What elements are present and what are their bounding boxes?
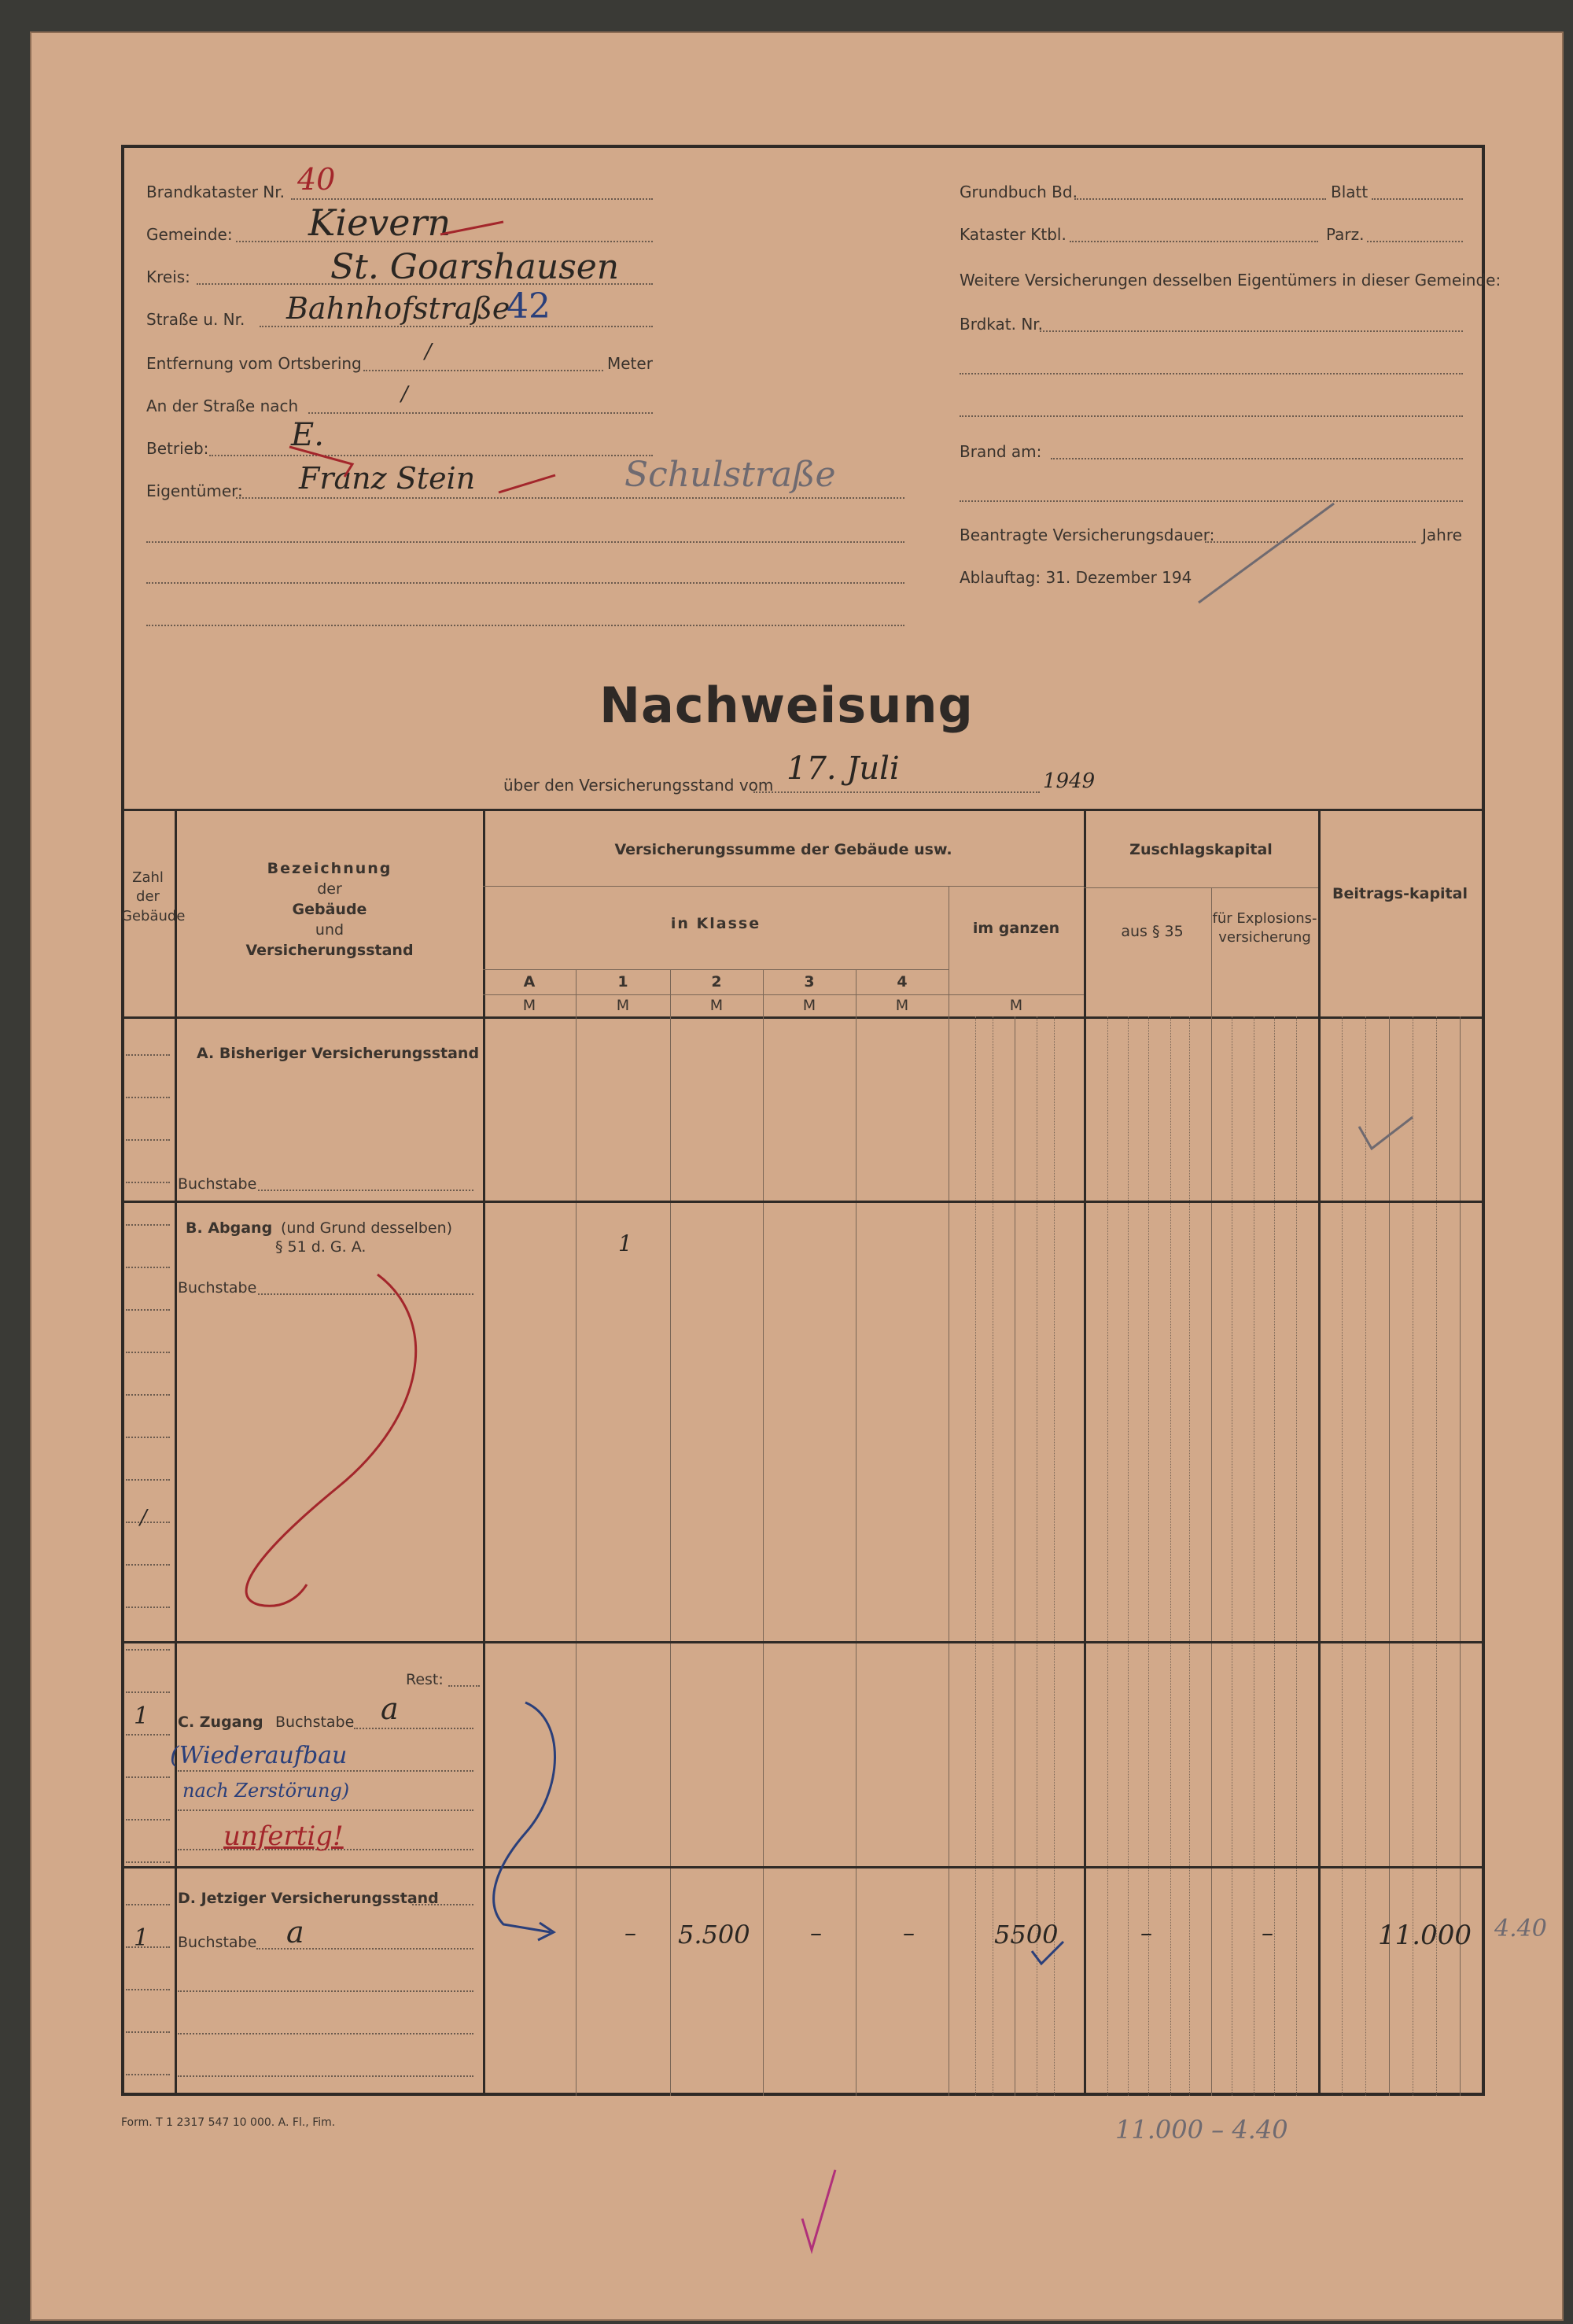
eigentuemer-extra: Schulstraße (624, 455, 836, 495)
entfernung-unit: Meter (607, 354, 653, 373)
section-b-ref: § 51 d. G. A. (275, 1238, 367, 1256)
group-klasse-header: in Klasse (670, 915, 761, 932)
section-a-label: A. Bisheriger Versicherungsstand (197, 1045, 480, 1062)
d-aus35-value: – (1140, 1920, 1152, 1947)
d-beitrag-value: 11.000 (1378, 1920, 1472, 1951)
section-c-buchstabe-value: a (381, 1691, 399, 1726)
section-b-zahl-mark: / (140, 1506, 147, 1529)
section-c-note-3: unfertig! (223, 1820, 344, 1852)
class-4-label: 4 (897, 973, 908, 990)
blatt-label: Blatt (1331, 183, 1369, 201)
section-d-count: 1 (134, 1924, 149, 1952)
weitere-label: Weitere Versicherungen desselben Eigentümers in dieser Gemeinde: (960, 271, 1501, 290)
section-a-buchstabe: Buchstabe (178, 1175, 257, 1193)
subtitle-date: 17. Juli (786, 751, 900, 787)
strasse-nach-value: / (401, 382, 408, 406)
parz-label: Parz. (1326, 225, 1365, 244)
brdkat-label: Brdkat. Nr. (960, 315, 1044, 334)
brand-label: Brand am: (960, 442, 1042, 461)
d-explosion-value: – (1262, 1920, 1273, 1947)
strasse-number: 42 (507, 286, 551, 326)
ablauf-label: Ablauftag: 31. Dezember 194 (960, 568, 1192, 587)
unit-imganzen: M (1009, 997, 1023, 1014)
section-b-rest-label: Rest: (406, 1671, 444, 1688)
margin-note: 11.000 – 4.40 (1115, 2115, 1288, 2145)
eigentuemer-value: Franz Stein (299, 461, 476, 496)
d-class-a-value: – (624, 1920, 636, 1947)
margin-check (802, 2170, 835, 2250)
betrieb-label: Betrieb: (146, 439, 209, 458)
section-b-reason: (und Grund desselben) (281, 1219, 453, 1237)
group-summe-header: Versicherungssumme der Gebäude usw. (614, 841, 952, 858)
col-bezeichnung-3: Gebäude (292, 901, 367, 918)
d-class-2-value: 5.500 (678, 1920, 750, 1950)
section-b-label: B. Abgang (186, 1219, 273, 1237)
d-imganzen-value: 5500 (994, 1920, 1059, 1950)
brandkataster-label: Brandkataster Nr. (146, 183, 285, 201)
section-d-label: D. Jetziger Versicherungsstand (178, 1890, 439, 1907)
gemeinde-label: Gemeinde: (146, 225, 233, 244)
entfernung-label: Entfernung vom Ortsbering (146, 354, 362, 373)
gemeinde-value: Kievern (308, 201, 451, 244)
col-imganzen-header: im ganzen (972, 920, 1060, 937)
section-c-count: 1 (134, 1702, 149, 1730)
grundbuch-label: Grundbuch Bd. (960, 183, 1078, 201)
section-b-class1-mark: 1 (618, 1230, 632, 1256)
section-c-note-1: (Wiederaufbau (170, 1742, 348, 1769)
col-bezeichnung-4: und (315, 921, 344, 939)
section-c-note-2: nach Zerstörung) (182, 1780, 350, 1802)
form-title: Nachweisung (599, 677, 974, 734)
section-c-buchstabe: Buchstabe (275, 1713, 355, 1731)
eigentuemer-strike (499, 475, 555, 492)
d-beitrag-overflow: 4.40 (1494, 1915, 1547, 1942)
unit-3: M (802, 997, 816, 1014)
col-bezeichnung-1: Bezeichnung (267, 860, 392, 877)
col-bezeichnung-5: Versicherungsstand (245, 942, 414, 959)
section-b-buchstabe: Buchstabe (178, 1279, 257, 1297)
strasse-label: Straße u. Nr. (146, 310, 245, 329)
abgang-scribble (246, 1275, 416, 1606)
unit-1: M (616, 997, 630, 1014)
subtitle-year: 1949 (1043, 769, 1096, 793)
section-d-buchstabe: Buchstabe (178, 1934, 257, 1951)
brandkataster-value: 40 (297, 162, 336, 197)
section-d-buchstabe-value: a (286, 1915, 304, 1950)
jahre-label: Jahre (1422, 526, 1462, 544)
form-code: Form. T 1 2317 547 10 000. A. Fl., Fim. (121, 2116, 336, 2129)
dauer-label: Beantragte Versicherungsdauer: (960, 526, 1215, 544)
eigentuemer-label: Eigentümer: (146, 481, 243, 500)
col-beitrag-header: Beitrags-kapital (1332, 885, 1468, 902)
gemeinde-strike (440, 222, 503, 234)
kataster-label: Kataster Ktbl. (960, 225, 1066, 244)
section-c-label: C. Zugang (178, 1713, 263, 1731)
class-3-label: 3 (804, 973, 815, 990)
strasse-value: Bahnhofstraße (286, 291, 510, 326)
class-1-label: 1 (617, 973, 628, 990)
beitrag-check (1359, 1117, 1413, 1149)
unit-A: M (522, 997, 536, 1014)
col-zahl-header: Zahl der Gebäude (121, 869, 186, 924)
class-A-label: A (523, 973, 536, 990)
transfer-arrow-line (494, 1702, 555, 1932)
col-explosion-header: für Explosions-versicherung (1212, 910, 1317, 946)
d-class-4-value: – (903, 1920, 915, 1947)
col-bezeichnung-2: der (317, 880, 342, 898)
kreis-label: Kreis: (146, 267, 190, 286)
betrieb-strike (289, 447, 352, 477)
col-aus-header: aus § 35 (1121, 923, 1184, 940)
betrieb-value: E. (291, 417, 324, 453)
kreis-value: St. Goarshausen (330, 247, 620, 287)
class-2-label: 2 (711, 973, 722, 990)
imganzen-check (1032, 1942, 1063, 1964)
dauer-strike (1199, 504, 1334, 603)
group-zuschlag-header: Zuschlagskapital (1129, 841, 1273, 858)
subtitle-prefix: über den Versicherungsstand vom (503, 776, 774, 795)
d-class-3-value: – (810, 1920, 822, 1947)
unit-4: M (895, 997, 909, 1014)
entfernung-value: / (425, 340, 432, 363)
unit-2: M (709, 997, 724, 1014)
strasse-nach-label: An der Straße nach (146, 397, 299, 415)
